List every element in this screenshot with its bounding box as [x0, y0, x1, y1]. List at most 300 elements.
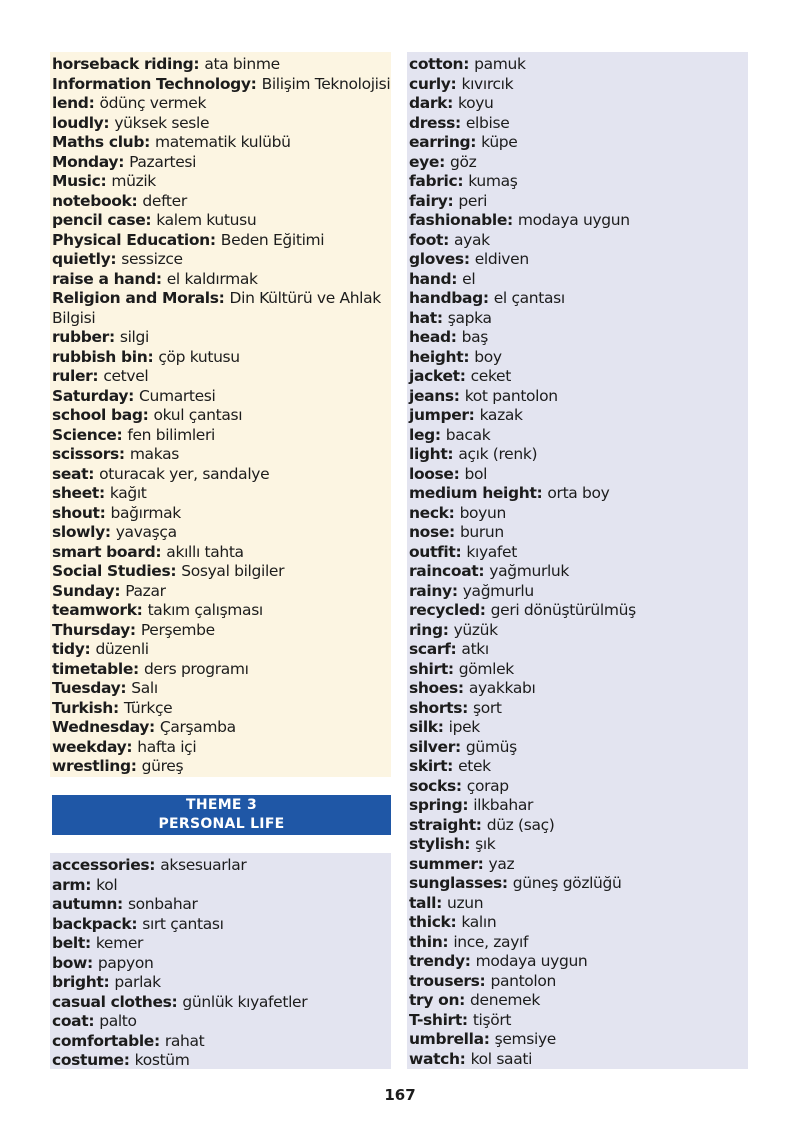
- glossary-entry: [409, 94, 748, 114]
- glossary-entry: [52, 699, 391, 719]
- english-term: watch: [409, 1049, 460, 1068]
- turkish-translation: Çarşamba: [159, 718, 236, 736]
- english-term: gloves: [409, 250, 464, 268]
- glossary-entry: [409, 991, 748, 1011]
- term-separator: :: [439, 152, 450, 171]
- glossary-entry: [52, 211, 391, 231]
- glossary-entry: [52, 543, 391, 563]
- term-separator: :: [447, 659, 459, 678]
- english-term: Tuesday: [52, 679, 121, 697]
- english-term: loudly: [52, 113, 104, 132]
- theme3-banner: [52, 795, 391, 835]
- english-term: thick: [409, 913, 451, 931]
- term-separator: :: [112, 698, 124, 717]
- glossary-entry: [409, 406, 748, 426]
- english-term: Saturday: [52, 386, 129, 405]
- turkish-translation: baş: [461, 328, 488, 346]
- glossary-entry: [52, 757, 391, 777]
- turkish-translation: kıyafet: [466, 542, 517, 561]
- english-term: arm: [52, 875, 86, 894]
- term-separator: :: [209, 230, 221, 249]
- term-separator: :: [84, 640, 96, 658]
- turkish-translation: ince, zayıf: [453, 932, 529, 951]
- term-separator: :: [118, 152, 130, 171]
- english-term: accessories: [52, 856, 150, 874]
- term-separator: :: [453, 386, 465, 405]
- term-separator: :: [470, 133, 482, 151]
- glossary-entry: [52, 718, 391, 738]
- term-separator: :: [155, 269, 167, 288]
- turkish-translation: uzun: [447, 893, 484, 912]
- glossary-entry: [52, 192, 391, 212]
- term-separator: :: [148, 718, 160, 736]
- turkish-translation: Perşembe: [140, 620, 215, 639]
- term-separator: :: [128, 386, 139, 405]
- turkish-translation: açık (renk): [458, 445, 538, 463]
- turkish-translation: göz: [450, 152, 477, 171]
- turkish-translation: okul çantası: [153, 406, 243, 424]
- glossary-entry: [52, 1032, 391, 1052]
- term-separator: :: [104, 523, 116, 541]
- english-term: casual clothes: [52, 992, 172, 1011]
- english-term: fairy: [409, 191, 448, 210]
- turkish-translation: koyu: [458, 94, 494, 112]
- term-separator: :: [450, 74, 462, 93]
- glossary-entry: [52, 738, 391, 758]
- english-term: silk: [409, 718, 438, 736]
- glossary-entry: [52, 895, 391, 915]
- turkish-translation: ipek: [448, 718, 480, 736]
- turkish-translation: Türkçe: [123, 698, 173, 717]
- turkish-translation: cetvel: [103, 367, 149, 385]
- glossary-entry: [409, 582, 748, 602]
- term-separator: :: [468, 406, 480, 424]
- english-term: handbag: [409, 289, 483, 307]
- glossary-entry: [52, 445, 391, 465]
- glossary-entry: [52, 523, 391, 543]
- turkish-translation: kol saati: [470, 1049, 533, 1068]
- turkish-translation: rahat: [164, 1031, 205, 1050]
- turkish-translation: güreş: [141, 757, 184, 775]
- turkish-translation: denemek: [470, 991, 540, 1009]
- turkish-translation: yağmurluk: [489, 562, 570, 580]
- glossary-entry: [52, 601, 391, 621]
- english-term: raincoat: [409, 562, 479, 580]
- term-separator: :: [462, 698, 473, 717]
- turkish-translation: eldiven: [474, 250, 529, 268]
- glossary-entry: [52, 582, 391, 602]
- english-term: trousers: [409, 971, 480, 990]
- english-term: shout: [52, 503, 100, 522]
- english-term: Information Technology: [52, 74, 251, 93]
- english-term: shirt: [409, 659, 448, 678]
- turkish-translation: papyon: [97, 953, 154, 972]
- theme3-glossary-list: [50, 853, 391, 1069]
- term-separator: :: [462, 796, 474, 814]
- turkish-translation: el: [462, 269, 476, 288]
- glossary-entry: [409, 660, 748, 680]
- turkish-translation: ödünç vermek: [99, 94, 207, 112]
- english-term: head: [409, 328, 451, 346]
- turkish-translation: defter: [142, 191, 187, 210]
- theme3-number: THEME 3: [185, 797, 258, 813]
- english-term: Maths club: [52, 133, 145, 151]
- english-term: raise a hand: [52, 269, 156, 288]
- glossary-entry: [52, 94, 391, 114]
- english-term: Monday: [52, 152, 119, 171]
- english-term: stylish: [409, 835, 465, 853]
- glossary-entry: [52, 153, 391, 173]
- glossary-entry: [52, 465, 391, 485]
- term-separator: :: [116, 425, 128, 444]
- turkish-translation: düz (saç): [486, 815, 555, 834]
- turkish-translation: modaya uygun: [475, 952, 588, 970]
- english-term: hat: [409, 308, 437, 327]
- glossary-entry: [52, 856, 391, 876]
- english-term: Social Studies: [52, 562, 171, 580]
- english-term: dark: [409, 94, 448, 112]
- glossary-entry: [52, 270, 391, 290]
- turkish-translation: Cumartesi: [139, 386, 216, 405]
- english-term: bow: [52, 953, 88, 972]
- glossary-entry: [409, 172, 748, 192]
- glossary-entry: [409, 328, 748, 348]
- english-term: skirt: [409, 757, 448, 775]
- turkish-translation: atkı: [461, 640, 489, 658]
- english-term: dress: [409, 113, 455, 132]
- turkish-translation: Salı: [131, 679, 158, 697]
- glossary-entry: [52, 328, 391, 348]
- glossary-entry: [52, 876, 391, 896]
- english-term: tall: [409, 893, 437, 912]
- glossary-entry: [52, 133, 391, 153]
- english-term: timetable: [52, 659, 134, 678]
- turkish-translation: pantolon: [490, 971, 556, 990]
- term-separator: :: [448, 503, 460, 522]
- turkish-translation: şapka: [447, 308, 492, 327]
- term-separator: :: [436, 893, 448, 912]
- turkish-translation: kıvırcık: [461, 74, 514, 93]
- term-separator: :: [475, 815, 487, 834]
- english-term: sheet: [52, 484, 99, 502]
- term-separator: :: [108, 328, 120, 346]
- term-separator: :: [218, 289, 230, 307]
- term-separator: :: [447, 94, 459, 112]
- english-term: wrestling: [52, 757, 131, 775]
- term-separator: :: [451, 269, 463, 288]
- term-separator: :: [451, 581, 463, 600]
- glossary-entry: [409, 679, 748, 699]
- english-term: school bag: [52, 406, 143, 424]
- term-separator: :: [463, 250, 475, 268]
- term-separator: :: [88, 1012, 100, 1030]
- turkish-translation: ata binme: [204, 55, 280, 73]
- glossary-entry: [52, 406, 391, 426]
- glossary-entry: [409, 504, 748, 524]
- turkish-translation: parlak: [114, 973, 161, 991]
- english-term: scarf: [409, 640, 451, 658]
- term-separator: :: [447, 445, 459, 463]
- term-separator: :: [436, 308, 448, 327]
- turkish-translation: pamuk: [474, 55, 526, 73]
- english-term: rubbish bin: [52, 347, 148, 366]
- english-term: Physical Education: [52, 230, 210, 249]
- english-term: jeans: [409, 386, 454, 405]
- term-separator: :: [463, 55, 475, 73]
- turkish-translation: kalın: [461, 913, 497, 931]
- turkish-translation: modaya uygun: [517, 211, 630, 229]
- glossary-entry: [409, 55, 748, 75]
- glossary-entry: [409, 972, 748, 992]
- english-term: cotton: [409, 55, 464, 73]
- english-term: bright: [52, 973, 104, 991]
- glossary-entry: [409, 445, 748, 465]
- turkish-translation: kol: [96, 875, 118, 894]
- glossary-entry: [409, 192, 748, 212]
- term-separator: :: [459, 991, 471, 1009]
- term-separator: :: [459, 1049, 471, 1068]
- turkish-translation: el çantası: [493, 289, 565, 307]
- term-separator: :: [437, 718, 449, 736]
- term-separator: :: [450, 328, 462, 346]
- english-term: notebook: [52, 191, 132, 210]
- term-separator: :: [136, 601, 148, 619]
- turkish-translation: Pazartesi: [129, 152, 197, 171]
- glossary-entry: [52, 915, 391, 935]
- turkish-translation: silgi: [119, 328, 149, 346]
- glossary-entry: [409, 484, 748, 504]
- glossary-entry: [52, 562, 391, 582]
- english-term: ruler: [52, 367, 93, 385]
- english-term: Wednesday: [52, 718, 149, 736]
- term-separator: :: [479, 971, 491, 990]
- english-term: foot: [409, 230, 444, 249]
- english-term: weekday: [52, 737, 127, 756]
- english-term: rubber: [52, 328, 109, 346]
- term-separator: :: [447, 757, 459, 775]
- theme2-glossary-list: [50, 52, 391, 777]
- glossary-entry: [52, 367, 391, 387]
- term-separator: :: [149, 856, 161, 874]
- english-term: socks: [409, 776, 456, 795]
- glossary-entry: [52, 114, 391, 134]
- turkish-translation: güneş gözlüğü: [512, 874, 622, 892]
- glossary-entry: [52, 1012, 391, 1032]
- theme3-title: PERSONAL LIFE: [158, 816, 285, 832]
- glossary-entry: [52, 640, 391, 660]
- term-separator: :: [120, 679, 132, 697]
- english-term: light: [409, 445, 448, 463]
- term-separator: :: [145, 211, 157, 229]
- glossary-entry: [409, 1050, 748, 1070]
- glossary-entry: [52, 1051, 391, 1071]
- english-term: Music: [52, 172, 101, 190]
- turkish-translation: Din Kültürü ve Ahlak Bilgisi: [52, 289, 381, 327]
- glossary-entry: [409, 231, 748, 251]
- glossary-entry: [52, 484, 391, 504]
- term-separator: :: [100, 172, 112, 190]
- turkish-translation: günlük kıyafetler: [182, 992, 308, 1011]
- term-separator: :: [450, 913, 462, 931]
- term-separator: :: [250, 74, 262, 93]
- english-term: Religion and Morals: [52, 289, 219, 307]
- term-separator: :: [455, 737, 466, 756]
- glossary-entry: [409, 211, 748, 231]
- english-term: ring: [409, 620, 443, 639]
- glossary-entry: [409, 562, 748, 582]
- turkish-translation: orta boy: [547, 484, 610, 502]
- glossary-entry: [409, 796, 748, 816]
- glossary-entry: [409, 699, 748, 719]
- english-term: tidy: [52, 640, 85, 658]
- turkish-translation: hafta içi: [137, 737, 197, 756]
- term-separator: :: [103, 973, 115, 991]
- turkish-translation: yaz: [488, 854, 515, 873]
- glossary-entry: [409, 523, 748, 543]
- glossary-entry: [52, 504, 391, 524]
- term-separator: :: [126, 737, 138, 756]
- turkish-translation: şemsiye: [494, 1030, 556, 1048]
- term-separator: :: [117, 895, 128, 913]
- term-separator: :: [88, 94, 100, 112]
- glossary-entry: [52, 934, 391, 954]
- term-separator: :: [193, 55, 205, 73]
- glossary-entry: [409, 874, 748, 894]
- term-separator: :: [477, 854, 489, 873]
- english-term: T-shirt: [409, 1010, 462, 1029]
- glossary-entry: [52, 954, 391, 974]
- turkish-translation: şık: [475, 835, 496, 853]
- turkish-translation: ceket: [470, 367, 511, 385]
- glossary-entry: [409, 153, 748, 173]
- theme3-glossary-list-continued: [407, 52, 748, 1069]
- english-term: belt: [52, 934, 85, 952]
- turkish-translation: bacak: [445, 425, 491, 444]
- english-term: medium height: [409, 484, 537, 502]
- term-separator: :: [453, 464, 465, 483]
- turkish-translation: kalem kutusu: [156, 211, 257, 229]
- english-term: seat: [52, 464, 89, 483]
- english-term: thin: [409, 932, 443, 951]
- term-separator: :: [536, 484, 548, 502]
- english-term: Sunday: [52, 581, 115, 600]
- glossary-entry: [409, 543, 748, 563]
- turkish-translation: Sosyal bilgiler: [181, 562, 285, 580]
- english-term: Turkish: [52, 698, 113, 717]
- term-separator: :: [99, 503, 111, 522]
- glossary-entry: [409, 1011, 748, 1031]
- turkish-translation: yavaşça: [115, 523, 177, 541]
- glossary-entry: [409, 465, 748, 485]
- english-term: comfortable: [52, 1031, 154, 1050]
- glossary-entry: [409, 933, 748, 953]
- english-term: autumn: [52, 895, 118, 913]
- term-separator: :: [457, 172, 469, 190]
- page-number: 167: [384, 1086, 416, 1104]
- term-separator: :: [463, 347, 475, 366]
- english-term: summer: [409, 854, 478, 873]
- english-term: spring: [409, 796, 463, 814]
- turkish-translation: küpe: [481, 133, 518, 151]
- english-term: loose: [409, 464, 454, 483]
- glossary-entry: [52, 660, 391, 680]
- term-separator: :: [155, 542, 167, 561]
- turkish-translation: yüksek sesle: [114, 113, 210, 132]
- glossary-entry: [409, 250, 748, 270]
- english-term: height: [409, 347, 464, 366]
- turkish-translation: tişört: [472, 1010, 512, 1029]
- term-separator: :: [85, 875, 97, 894]
- turkish-translation: çöp kutusu: [158, 347, 240, 366]
- glossary-entry: [409, 621, 748, 641]
- term-separator: :: [123, 1051, 135, 1069]
- english-term: horseback riding: [52, 55, 194, 73]
- turkish-translation: oturacak yer, sandalye: [99, 464, 270, 483]
- glossary-entry: [52, 387, 391, 407]
- glossary-entry: [52, 231, 391, 251]
- english-term: shorts: [409, 698, 463, 717]
- turkish-translation: burun: [459, 523, 504, 541]
- glossary-entry: [409, 894, 748, 914]
- glossary-entry: [409, 601, 748, 621]
- turkish-translation: gömlek: [458, 659, 514, 678]
- glossary-entry: [409, 640, 748, 660]
- english-term: jumper: [409, 406, 469, 424]
- turkish-translation: bağırmak: [110, 503, 181, 522]
- term-separator: :: [103, 113, 115, 132]
- glossary-entry: [52, 679, 391, 699]
- english-term: pencil case: [52, 211, 146, 229]
- term-separator: :: [457, 679, 469, 697]
- glossary-entry: [409, 309, 748, 329]
- turkish-translation: elbise: [465, 113, 510, 132]
- glossary-entry: [52, 348, 391, 368]
- term-separator: :: [442, 932, 454, 951]
- glossary-entry: [409, 348, 748, 368]
- term-separator: :: [461, 1010, 473, 1029]
- turkish-translation: geri dönüştürülmüş: [490, 601, 636, 619]
- glossary-entry: [52, 993, 391, 1013]
- term-separator: :: [479, 601, 491, 619]
- english-term: sunglasses: [409, 874, 502, 892]
- glossary-entry: [409, 289, 748, 309]
- glossary-entry: [409, 387, 748, 407]
- turkish-translation: fen bilimleri: [127, 425, 215, 444]
- glossary-entry: [409, 855, 748, 875]
- turkish-translation: etek: [458, 757, 491, 775]
- turkish-translation: aksesuarlar: [160, 856, 247, 874]
- term-separator: :: [84, 934, 96, 952]
- glossary-entry: [52, 172, 391, 192]
- turkish-translation: düzenli: [95, 640, 149, 658]
- turkish-translation: kağıt: [109, 484, 147, 502]
- glossary-entry: [409, 75, 748, 95]
- term-separator: :: [147, 347, 159, 366]
- glossary-entry: [409, 133, 748, 153]
- term-separator: :: [455, 776, 467, 795]
- english-term: hand: [409, 269, 452, 288]
- glossary-entry: [409, 835, 748, 855]
- english-term: costume: [52, 1051, 124, 1069]
- term-separator: :: [464, 835, 476, 853]
- english-term: neck: [409, 503, 449, 522]
- english-term: coat: [52, 1012, 89, 1030]
- turkish-translation: takım çalışması: [147, 601, 263, 619]
- turkish-translation: yüzük: [453, 620, 498, 639]
- glossary-entry: [52, 621, 391, 641]
- turkish-translation: makas: [129, 445, 179, 463]
- term-separator: :: [442, 620, 454, 639]
